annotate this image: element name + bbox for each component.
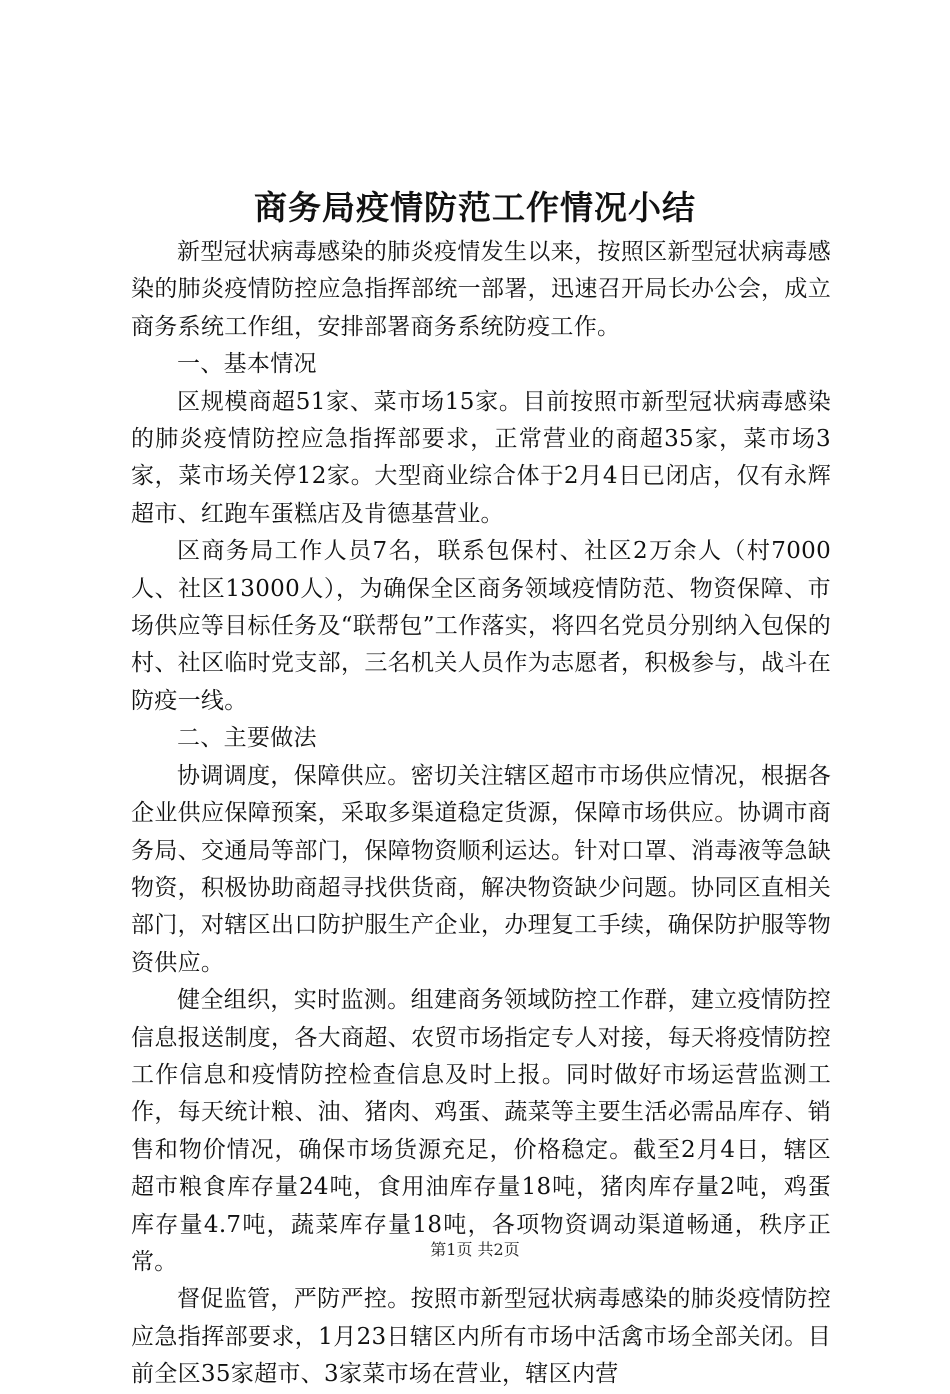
paragraph-basic-1: 区规模商超51家、菜市场15家。目前按照市新型冠状病毒感染的肺炎疫情防控应急指挥部要求，正常营业的商超35家，菜市场3家，菜市场关停12家。大型商业综合体于2月4日已闭店，仅有永辉超市、红跑车蛋糕店及肯德基营业。 — [131, 388, 831, 527]
page-number-footer: 第1页 共2页 — [430, 1240, 520, 1259]
document-body — [131, 234, 831, 1394]
section-heading-basic: 一、基本情况 — [177, 351, 317, 378]
paragraph-methods-3: 督促监管，严防严控。按照市新型冠状病毒感染的肺炎疫情防控应急指挥部要求，1月23日辖区内所有市场中活禽市场全部关闭。目前全区35家超市、3家菜市场在营业，辖区内营 — [131, 1286, 831, 1388]
document-title: 商务局疫情防范工作情况小结 — [254, 188, 696, 227]
paragraph-basic-2: 区商务局工作人员7名，联系包保村、社区2万余人（村7000人、社区13000人），为确保全区商务领域疫情防范、物资保障、市场供应等目标任务及“联帮包”工作落实，将四名党员分别纳入包保的村、社区临时党支部，三名机关人员作为志愿者，积极参与，战斗在防疫一线。 — [131, 538, 831, 714]
paragraph-intro: 新型冠状病毒感染的肺炎疫情发生以来，按照区新型冠状病毒感染的肺炎疫情防控应急指挥部统一部署，迅速召开局长办公会，成立商务系统工作组，安排部署商务系统防疫工作。 — [131, 239, 831, 340]
section-heading-methods: 二、主要做法 — [177, 725, 317, 752]
paragraph-methods-1: 协调调度，保障供应。密切关注辖区超市市场供应情况，根据各企业供应保障预案，采取多渠道稳定货源，保障市场供应。协调市商务局、交通局等部门，保障物资顺利运达。针对口罩、消毒液等急缺物资，积极协助商超寻找供货商，解决物资缺少问题。协同区直相关部门，对辖区出口防护服生产企业，办理复工手续，确保防护服等物资供应。 — [131, 762, 831, 976]
paragraph-methods-2: 健全组织，实时监测。组建商务领域防控工作群，建立疫情防控信息报送制度，各大商超、农贸市场指定专人对接，每天将疫情防控工作信息和疫情防控检查信息及时上报。同时做好市场运营监测工作，每天统计粮、油、猪肉、鸡蛋、蔬菜等主要生活必需品库存、销售和物价情况，确保市场货源充足，价格稳定。截至2月4日，辖区超市粮食库存量24吨，食用油库存量18吨，猪肉库存量2吨，鸡蛋库存量4.7吨，蔬菜库存量18吨，各项物资调动渠道畅通，秩序正常。 — [131, 987, 831, 1275]
